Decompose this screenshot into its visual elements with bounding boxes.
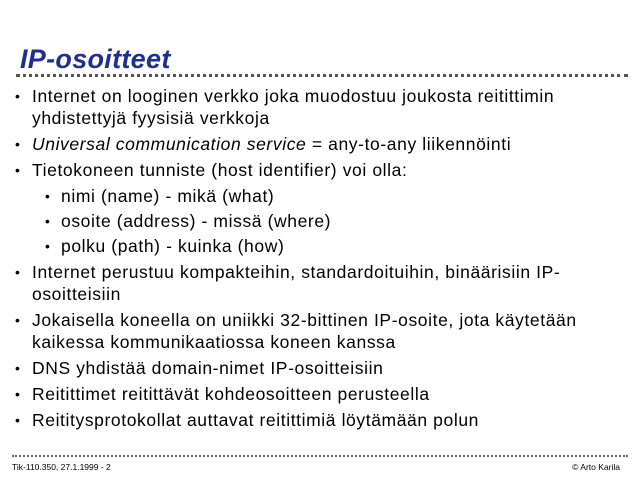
slide-title: IP-osoitteet (20, 44, 171, 74)
bullet-item (12, 261, 628, 305)
bullet-item (12, 85, 628, 129)
sub-bullet-item: • osoite (address) - missä (where) (32, 210, 628, 232)
footer-divider (12, 455, 628, 457)
bullet-text: Reitittimet reitittävät kohdeosoitteen perusteella (32, 384, 430, 404)
bullet-text: DNS yhdistää domain-nimet IP-osoitteisiin (32, 358, 384, 378)
bullet-text: Jokaisella koneella on uniikki 32-bittinen IP-osoite, jota käytetään kaikessa kommunikaatiossa koneen kanssa (32, 310, 577, 352)
sub-bullet-list (32, 185, 628, 257)
bullet-text: Internet on looginen verkko joka muodostuu joukosta reitittimin yhdistettyjä fyysisiä verkkoja (32, 86, 555, 128)
footer-course-info: Tik-110.350, 27.1.1999 - 2 (12, 462, 111, 472)
bullet-list (12, 85, 628, 435)
bullet-italic-text: Universal communication service (32, 134, 307, 154)
bullet-text: Internet perustuu kompakteihin, standardoituihin, binäärisiin IP-osoitteisiin (32, 262, 561, 304)
footer-copyright: © Arto Karila (572, 462, 620, 472)
bullet-item (12, 133, 628, 155)
bullet-text: Tietokoneen tunniste (host identifier) voi olla: (32, 160, 408, 180)
bullet-text: = any-to-any liikennöinti (306, 134, 512, 154)
sub-bullet-item: • nimi (name) - mikä (what) (32, 185, 628, 207)
sub-bullet-item: • polku (path) - kuinka (how) (32, 235, 628, 257)
title-divider (16, 74, 628, 77)
bullet-item (12, 357, 628, 379)
bullet-item (12, 383, 628, 405)
bullet-item (12, 159, 628, 257)
bullet-item (12, 409, 628, 431)
bullet-text: Reititysprotokollat auttavat reitittimiä löytämään polun (32, 410, 479, 430)
bullet-item (12, 309, 628, 353)
